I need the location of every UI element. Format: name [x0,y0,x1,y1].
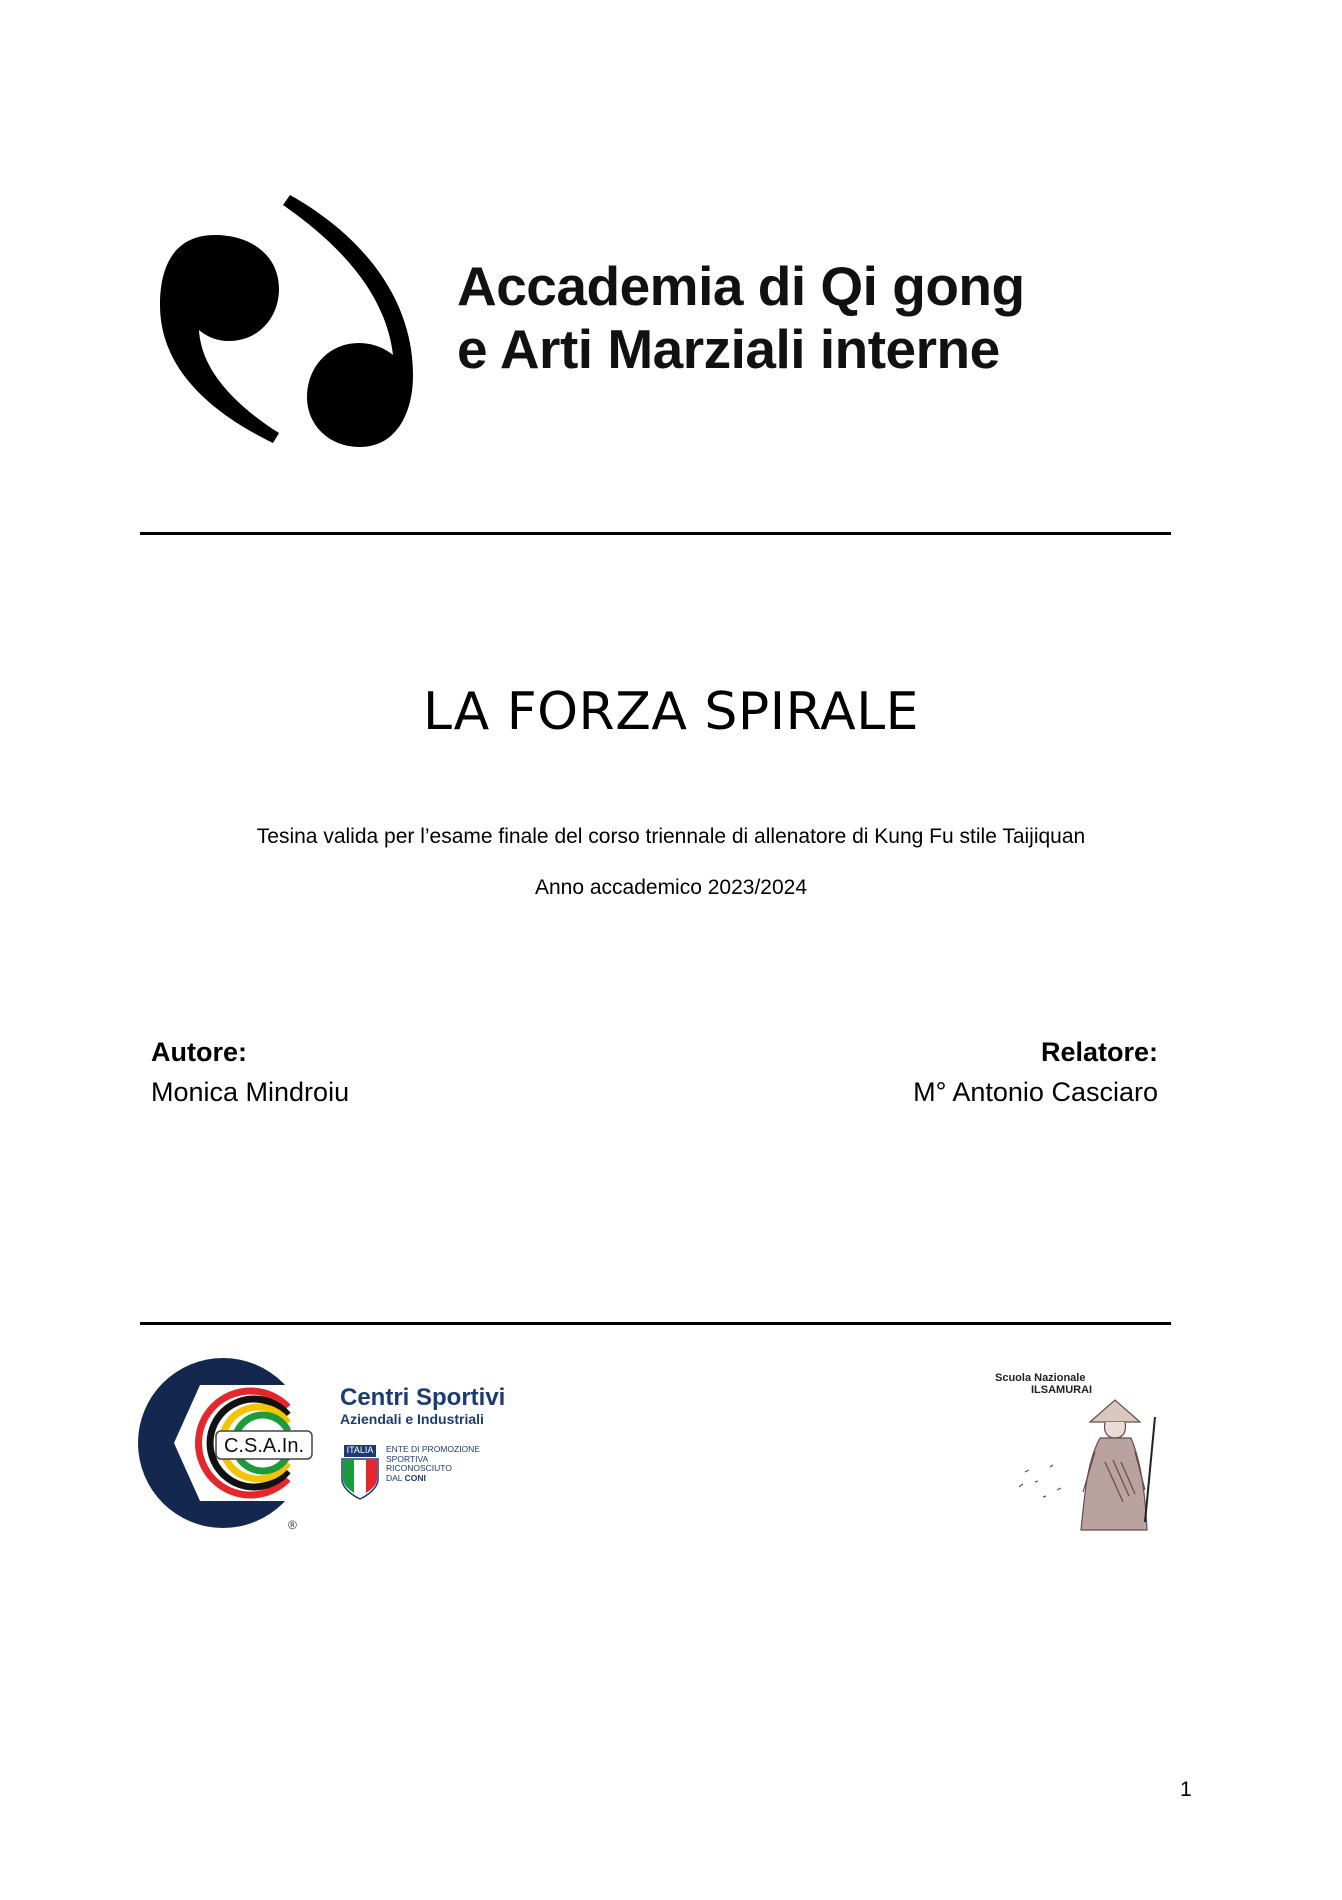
author-label: Autore: [151,1037,247,1067]
csain-title: Centri Sportivi [340,1384,506,1411]
csain-registered: ® [288,1518,297,1532]
csain-ente-line4-strong: CONI [404,1472,426,1483]
document-title: LA FORZA SPIRALE [422,682,920,742]
top-divider [140,532,1171,535]
csain-logo [138,1355,518,1545]
csain-acronym: C.S.A.In. [223,1435,305,1457]
author-block [151,1032,349,1112]
italian-shield-icon [340,1457,380,1501]
academy-logo-mark-icon [155,195,415,450]
samurai-figure-icon [995,1372,1170,1537]
csain-ente-line2: SPORTIVA [386,1453,429,1464]
page-number: 1 [1180,1778,1192,1801]
academic-year: Anno accademico 2023/2024 [534,876,808,899]
academy-name-line2: e Arti Marziali interne [457,318,1000,380]
csain-italia-label: ITALIA [344,1445,377,1457]
samurai-school-logo [995,1372,1170,1537]
csain-ente-line4-prefix: DAL [386,1472,403,1483]
csain-emblem-icon [138,1355,338,1545]
advisor-name: M° Antonio Casciaro [913,1077,1158,1107]
samurai-school-line2: ILSAMURAI [1031,1384,1093,1396]
csain-ente-line3: RICONOSCIUTO [386,1463,452,1473]
samurai-school-line1: Scuola Nazionale [995,1372,1086,1384]
csain-ente-line1: ENTE DI PROMOZIONE [386,1444,480,1454]
academy-logo [155,195,1055,450]
document-subtitle: Tesina valida per l’esame finale del corso triennale di allenatore di Kung Fu stile Taijiquan [256,825,1086,848]
csain-subtitle: Aziendali e Industriali [340,1411,484,1427]
advisor-block [913,1032,1158,1112]
academy-name-line1: Accademia di Qi gong [457,255,1025,317]
advisor-label: Relatore: [1040,1037,1158,1067]
bottom-divider [140,1322,1171,1325]
author-name: Monica Mindroiu [151,1077,350,1107]
csain-ente-block [340,1445,480,1501]
